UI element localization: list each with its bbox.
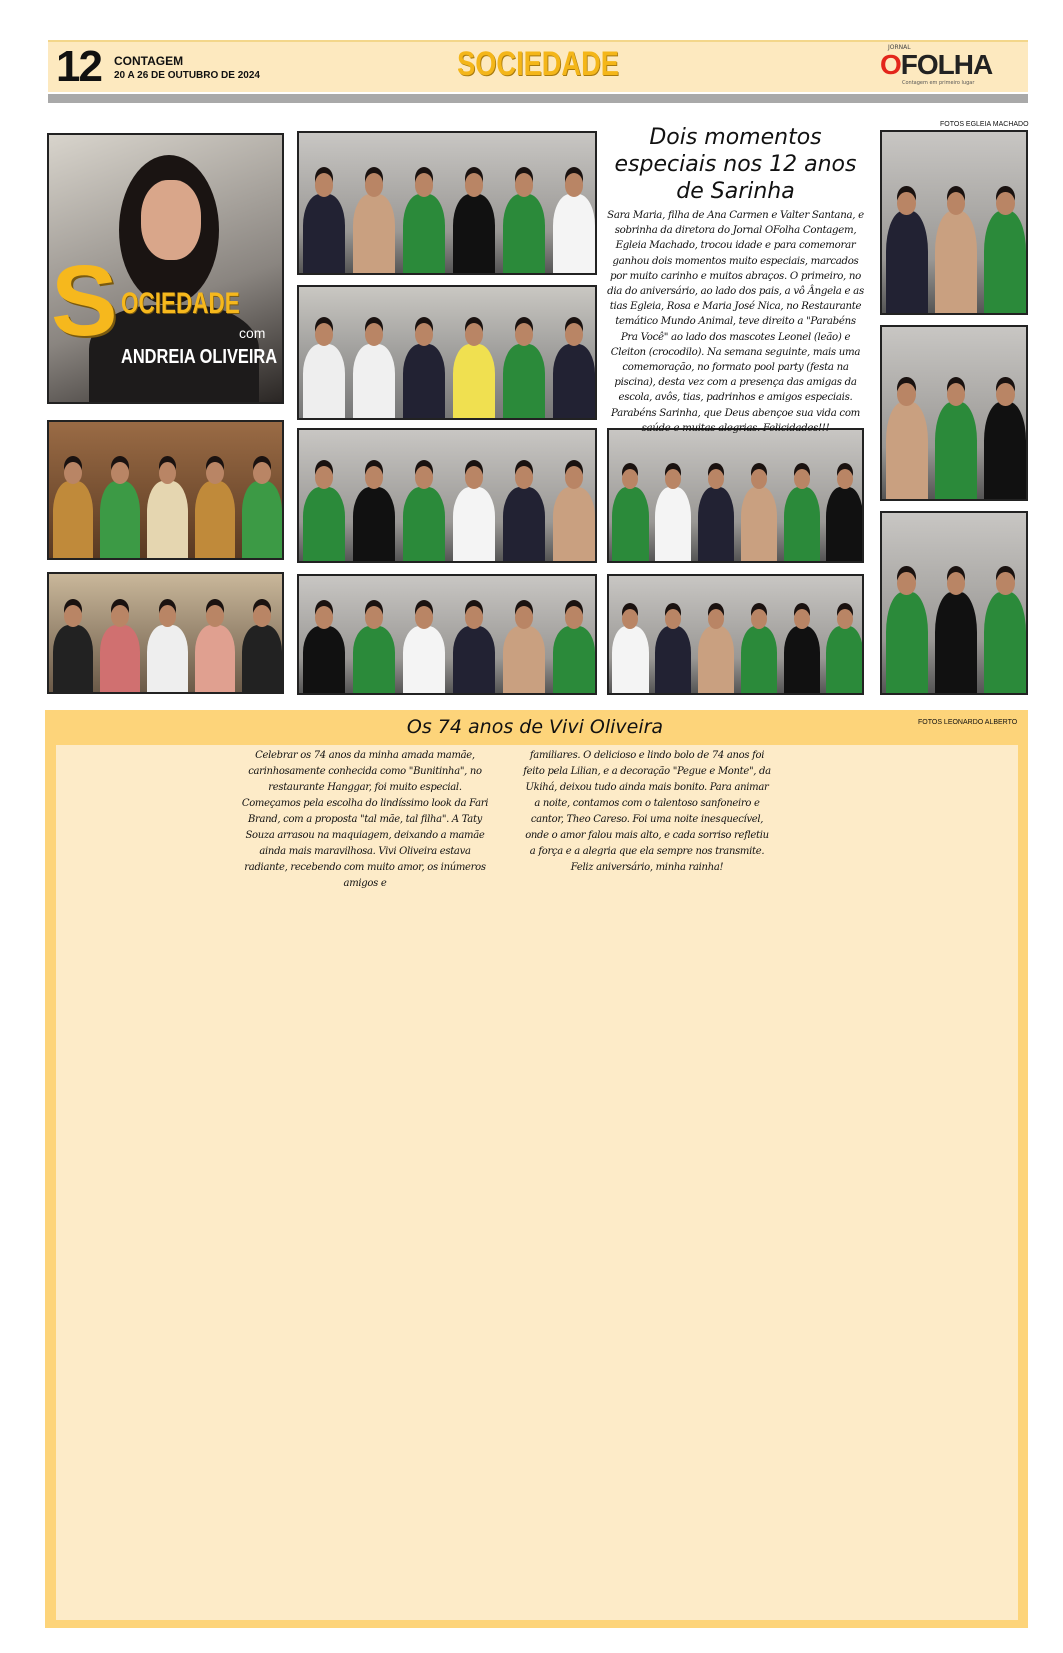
person-figure: [984, 402, 1026, 499]
photo: [880, 130, 1028, 315]
person-head: [837, 609, 853, 629]
photo: [297, 131, 597, 275]
person-figure: [453, 487, 496, 561]
photo: [297, 285, 597, 420]
person-figure: [303, 487, 346, 561]
person-head: [465, 466, 484, 489]
person-head: [565, 323, 584, 346]
person-head: [253, 462, 271, 484]
person-head: [315, 606, 334, 629]
person-head: [515, 606, 534, 629]
photo: [880, 325, 1028, 501]
person-figure: [403, 487, 446, 561]
person-head: [415, 466, 434, 489]
person-figure: [453, 344, 496, 418]
person-figure: [147, 481, 187, 558]
person-head: [365, 323, 384, 346]
person-figure: [784, 626, 820, 693]
person-figure: [612, 626, 648, 693]
article-column-1: Celebrar os 74 anos da minha amada mamãe, carinhosamente conhecida como "Bunitinha", no restaurante Hanggar, foi muito especial. Começamos pela escolha do lindíssimo look da Fari Brand, com a proposta "tal mãe, tal filha". A Taty Souza arrasou na maquiagem, deixando a mamãe ainda mais maravilhosa. Vivi Oliveira estava radiante, recebendo com muito amor, os inúmeros amigos e: [241, 750, 489, 889]
person-head: [206, 462, 224, 484]
person-figure: [984, 211, 1026, 313]
person-head: [996, 192, 1014, 215]
person-head: [515, 466, 534, 489]
person-head: [111, 605, 129, 627]
page-number: 12: [56, 42, 101, 91]
person-head: [897, 383, 915, 406]
person-figure: [826, 487, 862, 561]
photo: [297, 574, 597, 695]
article-title: Os 74 anos de Vivi Oliveira: [406, 716, 664, 738]
person-head: [64, 462, 82, 484]
person-figure: [303, 626, 346, 693]
person-figure: [935, 402, 977, 499]
columnist-name: ANDREIA OLIVEIRA: [121, 346, 278, 368]
photo-credit: FOTOS EGLEIA MACHADO: [940, 121, 1029, 128]
person-head: [947, 192, 965, 215]
person-head: [515, 173, 534, 196]
vivi-section-inner: [56, 745, 1018, 1620]
article-column-2: familiares. O delicioso e lindo bolo de 74 anos foi feito pela Lilian, e a decoração "Pegue e Monte", da Ukihá, deixou tudo ainda mais bonito. Para animar a noite, contamos com o talentoso sanfoneiro e cantor, Theo Careso. Foi uma noite inesquecível, onde o amor falou mais alto, e cada sorriso refletiu a força e a alegria que ela sempre nos transmite. Feliz aniversário, minha rainha!: [523, 750, 771, 873]
person-figure: [303, 344, 346, 418]
photo: [880, 511, 1028, 695]
person-figure: [612, 487, 648, 561]
person-head: [111, 462, 129, 484]
person-head: [415, 606, 434, 629]
person-head: [253, 605, 271, 627]
person-figure: [984, 592, 1026, 693]
person-head: [794, 469, 810, 489]
article-body: Sara Maria, filha de Ana Carmen e Valter Santana, e sobrinha da diretora do Jornal OFolha Contagem, Egleia Machado, trocou idade e para comemorar ganhou dois momentos muito especiais, marcados por muito carinho e muitos abraços. O primeiro, no dia do aniversário, ao lado dos pais, a vô Ângela e as tias Egleia, Rosa e Maria José Nica, no Restaurante temático Mundo Animal, teve direito a "Parabéns Pra Você" ao lado dos mascotes Leonel (leão) e Cleiton (crocodilo). Na semana seguinte, mais uma comemoração, no formato pool party (festa na piscina), desta vez com a presença das amigas da escola, avôs, tias, padrinhos e amigos especiais. Parabéns Sarinha, que Deus abençoe sua vida com saúde e muitas alegrias. Felicidades!!!: [607, 210, 864, 434]
person-figure: [195, 481, 235, 558]
person-figure: [553, 626, 596, 693]
person-figure: [53, 481, 93, 558]
person-head: [159, 462, 177, 484]
person-figure: [503, 194, 546, 273]
person-figure: [353, 194, 396, 273]
photo: [607, 574, 864, 695]
person-head: [465, 173, 484, 196]
person-figure: [242, 481, 282, 558]
person-head: [565, 606, 584, 629]
city-label: CONTAGEM: [114, 54, 184, 68]
person-head: [365, 466, 384, 489]
photo-credit: FOTOS LEONARDO ALBERTO: [918, 719, 1018, 726]
person-figure: [553, 194, 596, 273]
person-figure: [886, 592, 928, 693]
person-figure: [784, 487, 820, 561]
person-figure: [353, 626, 396, 693]
person-head: [897, 192, 915, 215]
person-head: [315, 173, 334, 196]
banner-word: OCIEDADE: [121, 287, 240, 320]
section-title: SOCIEDADE: [457, 45, 619, 83]
person-figure: [353, 344, 396, 418]
person-figure: [935, 592, 977, 693]
article-sarinha: [607, 124, 864, 436]
person-figure: [503, 626, 546, 693]
person-head: [996, 383, 1014, 406]
person-head: [415, 323, 434, 346]
logo-tagline: Contagem em primeiro lugar: [902, 80, 975, 86]
person-figure: [242, 625, 282, 692]
person-head: [465, 323, 484, 346]
person-head: [751, 609, 767, 629]
person-figure: [403, 344, 446, 418]
person-figure: [886, 402, 928, 499]
header-divider: [48, 94, 1028, 103]
person-head: [996, 572, 1014, 595]
person-head: [837, 469, 853, 489]
person-head: [206, 605, 224, 627]
person-figure: [453, 194, 496, 273]
person-figure: [741, 626, 777, 693]
person-figure: [303, 194, 346, 273]
person-figure: [53, 625, 93, 692]
person-figure: [100, 625, 140, 692]
person-head: [159, 605, 177, 627]
person-figure: [741, 487, 777, 561]
person-figure: [655, 626, 691, 693]
photo: [47, 420, 284, 560]
person-figure: [886, 211, 928, 313]
person-figure: [403, 194, 446, 273]
person-head: [415, 173, 434, 196]
person-figure: [353, 487, 396, 561]
person-figure: [453, 626, 496, 693]
person-figure: [698, 626, 734, 693]
person-figure: [503, 487, 546, 561]
person-head: [64, 605, 82, 627]
banner-com: com: [239, 325, 266, 341]
person-figure: [826, 626, 862, 693]
person-head: [947, 383, 965, 406]
edition-date: 20 A 26 DE OUTUBRO DE 2024: [114, 70, 260, 81]
person-figure: [655, 487, 691, 561]
photo: [297, 428, 597, 563]
newspaper-logo: [880, 46, 1010, 88]
person-figure: [403, 626, 446, 693]
person-figure: [503, 344, 546, 418]
person-figure: [100, 481, 140, 558]
person-head: [565, 173, 584, 196]
person-head: [565, 466, 584, 489]
person-head: [794, 609, 810, 629]
photo: [607, 428, 864, 563]
person-figure: [195, 625, 235, 692]
person-figure: [553, 487, 596, 561]
person-head: [365, 606, 384, 629]
page-header: [48, 40, 1028, 92]
banner-s: S: [51, 245, 118, 357]
logo-name: FOLHA: [900, 49, 993, 80]
person-head: [315, 323, 334, 346]
person-head: [315, 466, 334, 489]
columnist-photo: [47, 133, 284, 404]
person-head: [365, 173, 384, 196]
person-figure: [553, 344, 596, 418]
person-figure: [698, 487, 734, 561]
person-head: [708, 609, 724, 629]
logo-o: O: [880, 49, 901, 80]
logo-prefix: JORNAL: [888, 44, 911, 51]
person-figure: [147, 625, 187, 692]
person-head: [515, 323, 534, 346]
person-head: [465, 606, 484, 629]
photo: [47, 572, 284, 694]
article-title: Dois momentos especiais nos 12 anos de Sarinha: [614, 125, 857, 204]
person-figure: [935, 211, 977, 313]
